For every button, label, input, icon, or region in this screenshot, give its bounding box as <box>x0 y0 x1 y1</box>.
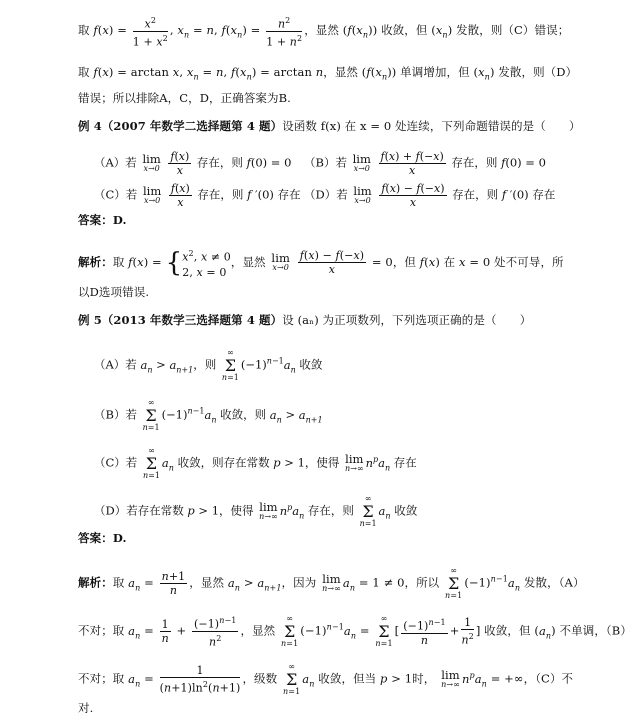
example-5-analysis-4: 对. <box>78 701 94 715</box>
answer-value: D. <box>112 531 127 545</box>
example-5-analysis-2: 不对；取 $a_n$ = $\frac{1}{n}$ + $\frac{(-1)^{n-1}}{n^2}$ ，显然 ∞ Σ n=1 $(-1)^{n-1}a_n$ = ∞ Σ n=1 [ $\frac{(-1)^{n-1}}{n}$ + $\frac{1}{n^2}$ ] 收敛，但 $(a_n)$ 不单调，（B） <box>78 614 632 649</box>
example-5-answer <box>78 530 127 546</box>
fraction: $\frac{n^2}{1 + n^2}$ <box>266 16 303 49</box>
text-line-1: 取 f(x) = $\frac{x^2}{1 + x^2}$ , $x_n = n$, $f(x_n)$ = $\frac{n^2}{1 + n^2}$ ，显然 $(f(x_n))$ 收敛，但 $(x_n)$ 发散，则（C）错误； <box>78 16 570 49</box>
example-4-analysis: 解析：取 $f(x) = \{x^2$, x ≠ 0 2, x = 0，显然 lim x→0 $\frac{f(x) - f(-x)}{x}$ = 0，但 f(x) 在 x = 0 处不可导，所 <box>78 247 564 279</box>
example-5-stem: 设 (aₙ) 为正项数列，下列选项正确的是（ ） <box>282 313 532 327</box>
fraction: $\frac{x^2}{1 + x^2}$ <box>132 16 168 49</box>
example-4-title: 例 4（2007 年数学二选择题第 4 题） <box>78 119 283 133</box>
example-5-heading <box>78 312 531 328</box>
limit: lim x→0 <box>142 151 161 173</box>
text-line-3: 错误；所以排除A，C，D，正确答案为B. <box>78 91 291 105</box>
example-4-stem: 设函数 f(x) 在 x = 0 处连续，下列命题错误的是（ ） <box>282 119 581 133</box>
example-4-option-a: （A）若 lim x→0 $\frac{f(x)}{x}$ 存在，则 f(0) = 0 <box>94 150 292 177</box>
example-4-option-b: （B）若 lim x→0 $\frac{f(x) + f(-x)}{x}$ 存在，则 f(0) = 0 <box>304 150 546 177</box>
answer-value: D. <box>112 213 127 227</box>
example-5-option-a: （A）若 $a_n > a_{n+1}$，则 ∞ Σ n=1 $(-1)^{n-1}a_n$ 收敛 <box>94 348 323 382</box>
analysis-label: 解析： <box>78 575 113 590</box>
example-5-analysis-3: 不对；取 $a_n$ = $\frac{1}{(n+1)\ln^2(n+1)}$ ，级数 ∞ Σ n=1 $a_n$ 收敛，但当 p > 1时， lim n→∞ $n^pa_n$ = +∞，（C）不 <box>78 662 574 696</box>
answer-label: 答案： <box>78 531 113 545</box>
example-4-option-d: （D）若 lim x→0 $\frac{f(x) - f(-x)}{x}$ 存在，则 f ′(0) 存在 <box>304 182 556 209</box>
example-4-analysis-end: 以D选项错误. <box>78 285 150 299</box>
summation: ∞ Σ n=1 <box>221 348 239 382</box>
example-5-option-b: （B）若 ∞ Σ n=1 $(-1)^{n-1}a_n$ 收敛，则 $a_n > a_{n+1}$ <box>94 398 323 432</box>
text-line-2: 取 f(x) = arctan x, $x_n = n$, $f(x_n) = \arctan n$，显然 $(f(x_n))$ 单调增加，但 $(x_n)$ 发散，则（D） <box>78 65 578 82</box>
example-5-title: 例 5（2013 年数学三选择题第 4 题） <box>78 313 283 327</box>
answer-label: 答案： <box>78 213 113 227</box>
example-4-answer <box>78 212 127 228</box>
example-4-option-c: （C）若 lim x→0 $\frac{f(x)}{x}$ 存在，则 f ′(0) 存在 <box>94 182 301 209</box>
example-4-heading <box>78 118 581 134</box>
example-5-option-c: （C）若 ∞ Σ n=1 $a_n$ 收敛，则存在常数 p > 1，使得 lim n→∞ $n^pa_n$ 存在 <box>94 446 417 480</box>
example-5-option-d: （D）若存在常数 p > 1，使得 lim n→∞ $n^pa_n$ 存在，则 ∞ Σ n=1 $a_n$ 收敛 <box>94 494 418 528</box>
analysis-label: 解析： <box>78 254 113 269</box>
example-5-analysis-1: 解析：取 $a_n$ = $\frac{n+1}{n}$ ，显然 $a_n > a_{n+1}$，因为 lim n→∞ $a_n = 1 \ne 0$，所以 ∞ Σ n=1 $(-1)^{n-1}a_n$ 发散，（A） <box>78 566 585 600</box>
